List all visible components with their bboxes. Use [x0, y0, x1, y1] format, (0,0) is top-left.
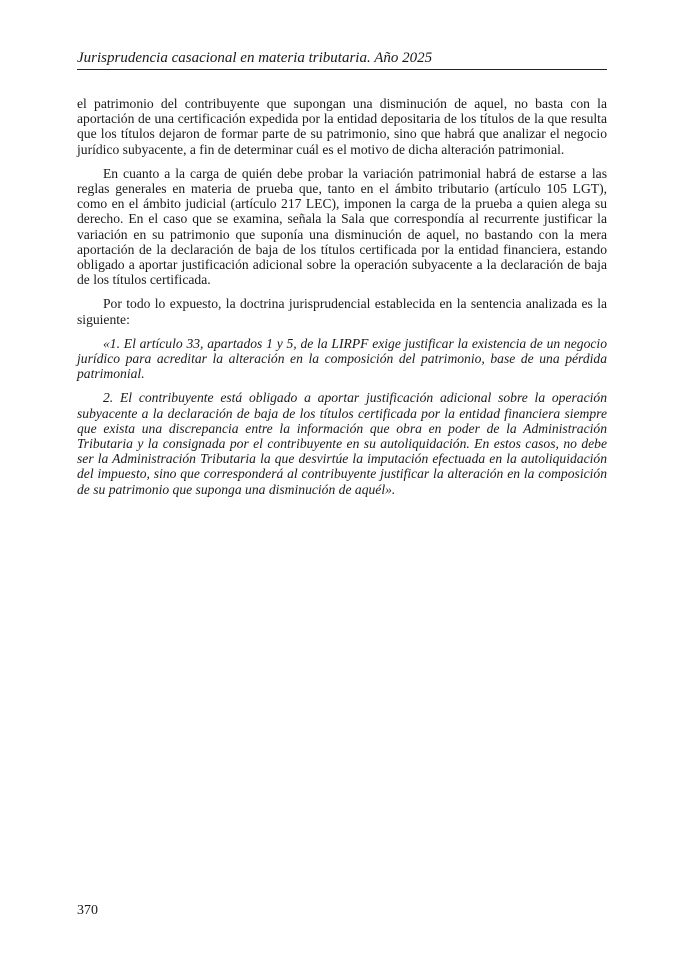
paragraph-doctrine-intro: Por todo lo expuesto, la doctrina jurisprudencial establecida en la sentencia analizada es la siguiente: — [77, 296, 607, 327]
paragraph-burden-of-proof: En cuanto a la carga de quién debe probar la variación patrimonial habrá de estarse a las reglas generales en materia de prueba que, tanto en el ámbito tributario (artículo 105 LGT), como en el ámbito judicial (artículo 217 LEC), imponen la carga de la prueba a quien alega su derecho. En el caso que se examina, señala la Sala que correspondía al recurrente justificar la variación en su patrimonio que suponía una disminución de aquel, no bastando con la mera aportación de la declaración de baja de los títulos certificada por la entidad financiera, estando obligado a aportar justificación adicional sobre la operación subyacente a la declaración de baja de los títulos certificada. — [77, 165, 607, 288]
body-text — [77, 96, 607, 506]
paragraph-continuation: el patrimonio del contribuyente que supongan una disminución de aquel, no basta con la aportación de una certificación expedida por la entidad depositaria de los títulos de la que resulta que los títulos dejaron de formar parte de su patrimonio, sino que habrá que analizar el negocio jurídico subyacente, a fin de determinar cuál es el motivo de dicha alteración patrimonial. — [77, 96, 607, 157]
doctrine-point-2: 2. El contribuyente está obligado a aportar justificación adicional sobre la operación subyacente a la declaración de baja de los títulos certificada por la entidad financiera siempre que exista una discrepancia entre la información que obra en poder de la Administración Tributaria y la consignada por el contribuyente en su autoliquidación. En estos casos, no debe ser la Administración Tributaria la que desvirtúe la imputación efectuada en la autoliquidación del impuesto, sino que corresponderá al contribuyente justificar la alteración en la composición de su patrimonio que suponga una disminución de aquél». — [77, 390, 607, 497]
running-header: Jurisprudencia casacional en materia tributaria. Año 2025 — [77, 50, 607, 70]
page-number: 370 — [77, 903, 98, 918]
doctrine-point-1: «1. El artículo 33, apartados 1 y 5, de la LIRPF exige justificar la existencia de un negocio jurídico para acreditar la alteración en la composición del patrimonio, base de una pérdida patrimonial. — [77, 335, 607, 382]
